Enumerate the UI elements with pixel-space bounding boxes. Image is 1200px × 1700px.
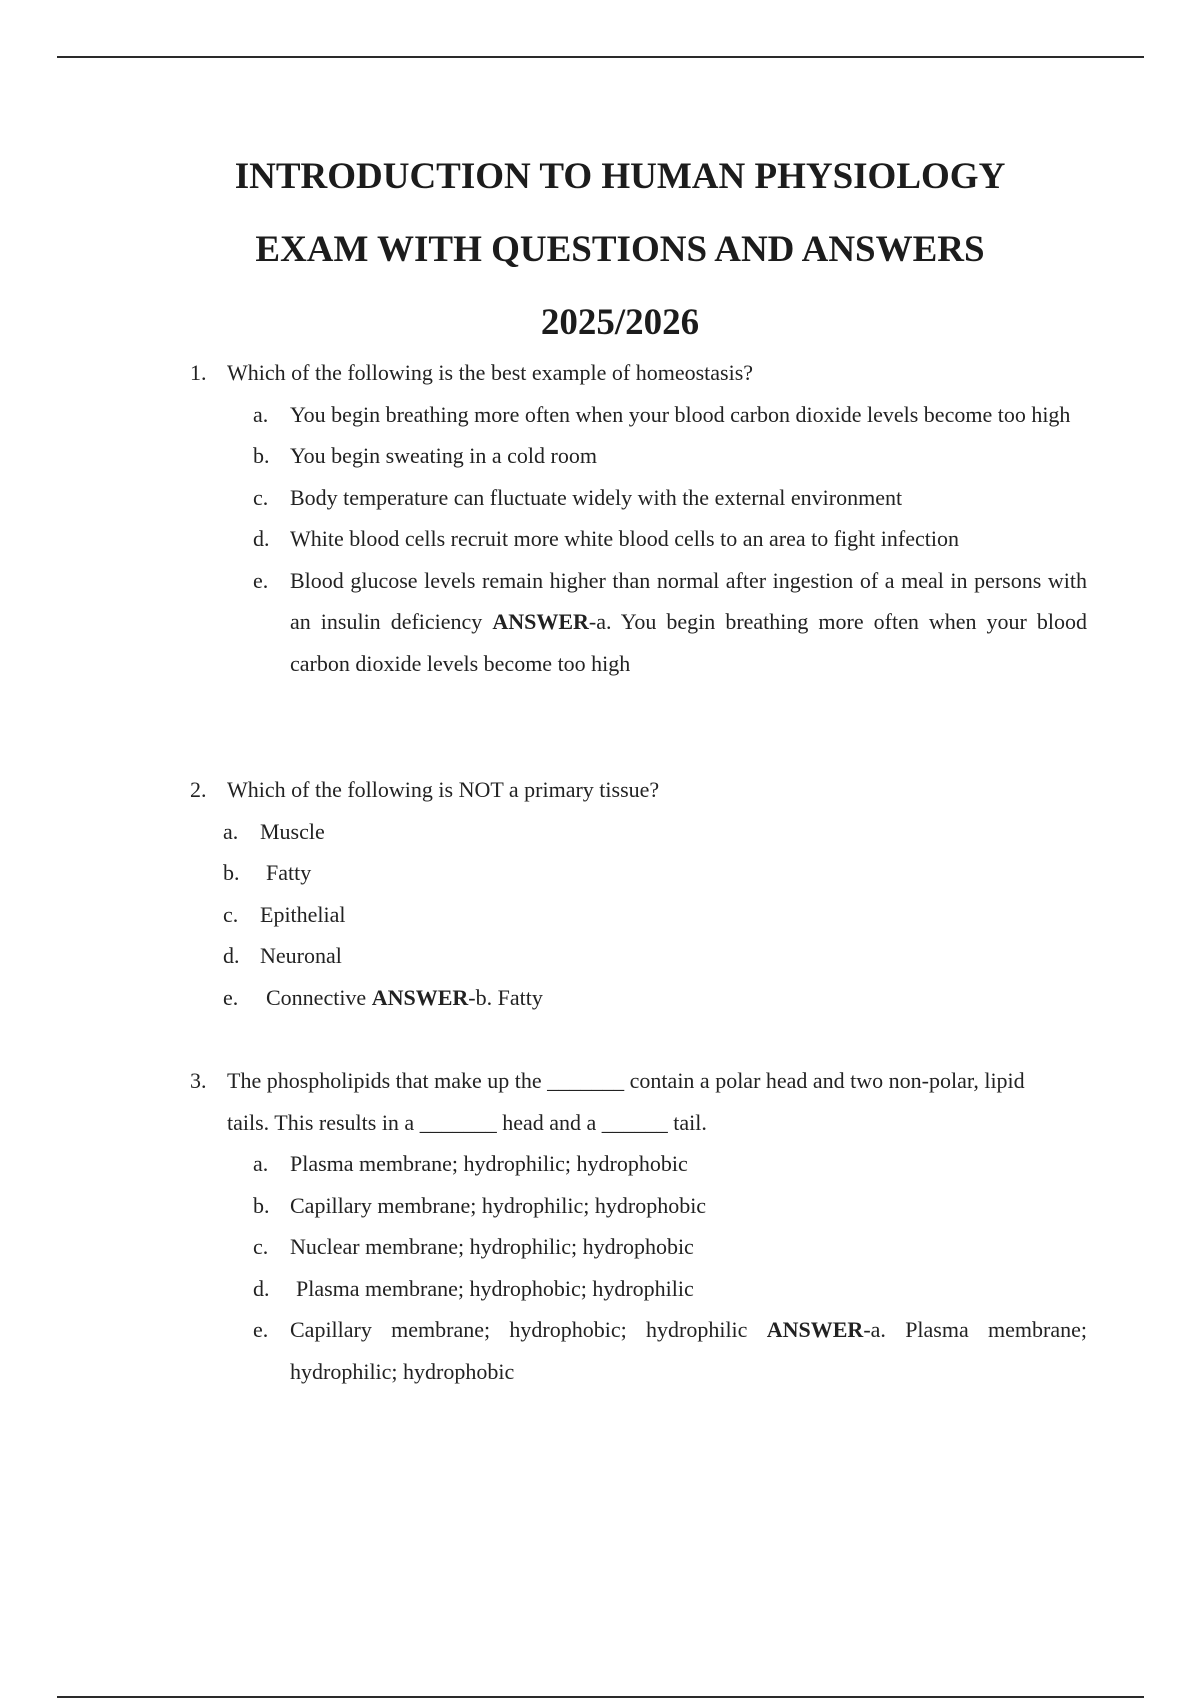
question-number: 1.: [190, 360, 207, 385]
answer-text: -a. Plasma membrane; hydrophilic; hydrophobic: [290, 1317, 1087, 1384]
option-c: c. Epithelial: [223, 901, 346, 927]
option-b: b. Capillary membrane; hydrophilic; hydrophobic: [253, 1192, 707, 1218]
option-c: c. Nuclear membrane; hydrophilic; hydrophobic: [253, 1234, 694, 1259]
option-a: a. Muscle: [223, 818, 325, 844]
title-line-2: EXAM WITH QUESTIONS AND ANSWERS: [255, 229, 985, 270]
answer-text: -a. You begin breathing more often when your blood carbon dioxide levels become too high: [290, 609, 1087, 676]
question-text: The phospholipids that make up the _______ contain a polar head and two non-polar, lipid: [227, 1068, 1025, 1093]
option-a: a. Plasma membrane; hydrophilic; hydrophobic: [253, 1151, 688, 1176]
option-e: e. Capillary membrane; hydrophobic; hydrophilic ANSWER-a. Plasma membrane; hydrophilic; hydrophobic: [253, 1317, 1087, 1384]
option-b: b. You begin sweating in a cold room: [253, 443, 597, 468]
option-e: e. Connective ANSWER-b. Fatty: [223, 984, 543, 1010]
question-3-stem-continued: [0, 1102, 1200, 1144]
question-number: 3.: [190, 1068, 207, 1093]
option-a: a. You begin breathing more often when your blood carbon dioxide levels become too high: [253, 401, 1071, 427]
question-2: [0, 769, 1200, 1018]
title-line-1: INTRODUCTION TO HUMAN PHYSIOLOGY: [234, 156, 1006, 197]
question-3-stem: [0, 1060, 1200, 1102]
answer-text: -b. Fatty: [468, 984, 543, 1010]
question-1: [0, 352, 1200, 684]
option-d: d. Neuronal: [223, 943, 342, 968]
title-line-3: 2025/2026: [540, 302, 700, 343]
answer-label: ANSWER: [766, 1317, 864, 1342]
option-d: d. Plasma membrane; hydrophobic; hydrophilic: [253, 1275, 694, 1301]
document-title: [0, 140, 1200, 359]
option-b: b. Fatty: [223, 860, 312, 885]
answer-label: ANSWER: [371, 984, 469, 1010]
question-text-continued: tails. This results in a _______ head and a ______ tail.: [227, 1109, 707, 1135]
question-3: [0, 1060, 1200, 1392]
question-2-stem: [0, 769, 1200, 811]
option-d: d. White blood cells recruit more white blood cells to an area to fight infection: [253, 526, 959, 551]
answer-label: ANSWER: [492, 609, 589, 634]
question-number: 2.: [190, 777, 207, 802]
question-text: Which of the following is NOT a primary tissue?: [227, 777, 660, 802]
question-text: Which of the following is the best example of homeostasis?: [227, 360, 754, 385]
option-e: e. Blood glucose levels remain higher than normal after ingestion of a meal in persons with an insulin deficiency ANSWER-a. You begin breathing more often when your blood carbon dioxide levels become too high: [253, 567, 1087, 676]
question-1-stem: [0, 352, 1200, 394]
option-c: c. Body temperature can fluctuate widely with the external environment: [253, 484, 903, 510]
top-rule: [57, 56, 1144, 58]
bottom-rule: [57, 1696, 1144, 1698]
